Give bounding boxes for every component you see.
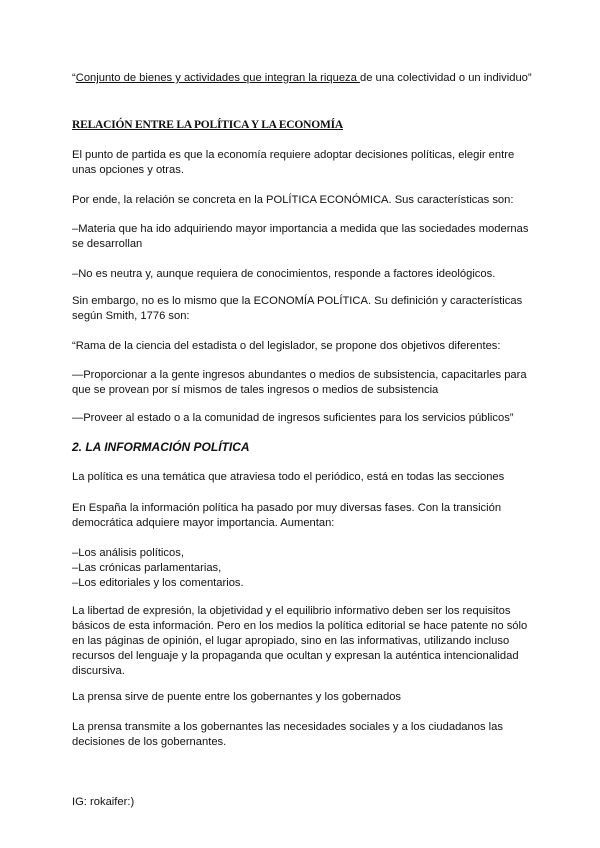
heading-relacion: RELACIÓN ENTRE LA POLÍTICA Y LA ECONOMÍA bbox=[72, 119, 344, 131]
paragraph-13: La prensa transmite a los gobernantes las necesidades sociales y a los ciudadanos las decisiones de los gobernantes. bbox=[72, 721, 503, 748]
heading-informacion-politica: 2. LA INFORMACIÓN POLÍTICA bbox=[72, 440, 250, 454]
paragraph-12: La prensa sirve de puente entre los gobernantes y los gobernados bbox=[72, 691, 402, 703]
list-item-1: –Los análisis políticos, bbox=[72, 547, 184, 559]
opening-quote bbox=[72, 71, 532, 86]
paragraph-1: El punto de partida es que la economía requiere adoptar decisiones políticas, elegir entre unas opciones y otras. bbox=[72, 149, 515, 176]
paragraph-8: —Proveer al estado o a la comunidad de ingresos suficientes para los servicios públicos” bbox=[72, 412, 514, 424]
paragraph-6: “Rama de la ciencia del estadista o del legislador, se propone dos objetivos diferentes: bbox=[72, 340, 501, 352]
quote-open-mark: “ bbox=[72, 72, 76, 84]
list-item-3: –Los editoriales y los comentarios. bbox=[72, 577, 244, 589]
paragraph-5: Sin embargo, no es lo mismo que la ECONOMÍA POLÍTICA. Su definición y características según Smith, 1776 son: bbox=[72, 295, 523, 322]
paragraph-9: La política es una temática que atraviesa todo el periódico, está en todas las secciones bbox=[72, 471, 505, 483]
quote-underlined-text: Conjunto de bienes y actividades que integran la riqueza bbox=[75, 72, 360, 84]
paragraph-2: Por ende, la relación se concreta en la POLÍTICA ECONÓMICA. Sus características son: bbox=[72, 194, 514, 206]
quote-rest-text: de una colectividad o un individuo” bbox=[359, 72, 532, 84]
paragraph-11: La libertad de expresión, la objetividad y el equilibrio informativo deben ser los requisitos básicos de esta información. Pero en los medios la política editorial se hace patente no sólo en las páginas de opinión, el lugar apropiado, sino en las informativas, utilizando incluso recursos del lenguaje y la propaganda que ocultan y expresan la auténtica intencionalidad discursiva. bbox=[72, 605, 528, 677]
paragraph-4: –No es neutra y, aunque requiera de conocimientos, responde a factores ideológicos. bbox=[72, 268, 496, 280]
list-item-2: –Las crónicas parlamentarias, bbox=[72, 562, 222, 574]
paragraph-10: En España la información política ha pasado por muy diversas fases. Con la transición democrática adquiere mayor importancia. Aumentan: bbox=[72, 502, 502, 529]
footer-credit: IG: rokaifer:) bbox=[72, 796, 135, 808]
paragraph-7: —Proporcionar a la gente ingresos abundantes o medios de subsistencia, capacitarles para que se provean por sí mismos de tales ingresos o medios de subsistencia bbox=[72, 369, 527, 396]
paragraph-3: –Materia que ha ido adquiriendo mayor importancia a medida que las sociedades modernas se desarrollan bbox=[72, 223, 529, 250]
